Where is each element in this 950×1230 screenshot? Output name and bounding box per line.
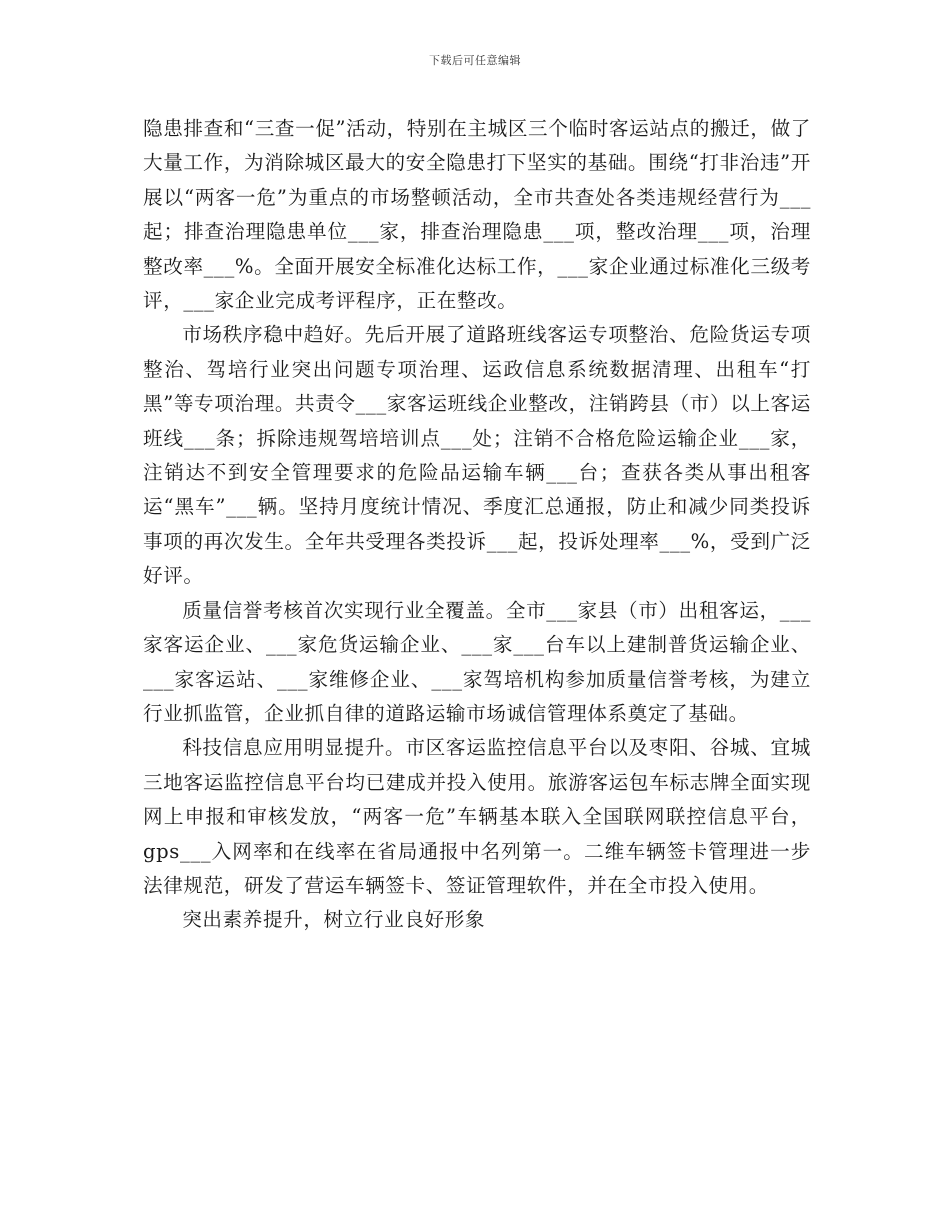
paragraph-section-heading: 突出素养提升，树立行业良好形象: [182, 908, 486, 932]
paragraph-safety-inspection: 隐患排查和“三查一促”活动，特别在主城区三个临时客运站点的搬迁，做了大量工作，为消除城区最大的安全隐患打下坚实的基础。围绕“打非治违”开展以“两客一危”为重点的市场整顿活动，全市共查处各类违规经营行为___起；排查治理隐患单位___家，排查治理隐患___项，整改治理___项，治理整改率___%。全面开展安全标准化达标工作，___家企业通过标准化三级考评，___家企业完成考评程序，正在整改。: [143, 117, 811, 313]
document-body: [143, 112, 811, 938]
page-header: 下载后可任意编辑: [429, 54, 521, 67]
paragraph-tech-info: 科技信息应用明显提升。市区客运监控信息平台以及枣阳、谷城、宜城三地客运监控信息平台均已建成并投入使用。旅游客运包车标志牌全面实现网上申报和审核发放，“两客一危”车辆基本联入全国联网联控信息平台，gps___入网率和在线率在省局通报中名列第一。二维车辆签卡管理进一步法律规范，研发了营运车辆签卡、签证管理软件，并在全市投入使用。: [143, 736, 811, 897]
paragraph-quality-credit: 质量信誉考核首次实现行业全覆盖。全市___家县（市）出租客运，___家客运企业、___家危货运输企业、___家___台车以上建制普货运输企业、___家客运站、___家维修企业、___家驾培机构参加质量信誉考核，为建立行业抓监管，企业抓自律的道路运输市场诚信管理体系奠定了基础。: [143, 598, 811, 725]
paragraph-market-order: 市场秩序稳中趋好。先后开展了道路班线客运专项整治、危险货运专项整治、驾培行业突出问题专项治理、运政信息系统数据清理、出租车“打黑”等专项治理。共责令___家客运班线企业整改，注销跨县（市）以上客运班线___条；拆除违规驾培培训点___处；注销不合格危险运输企业___家，注销达不到安全管理要求的危险品运输车辆___台；查获各类从事出租客运“黑车”___辆。坚持月度统计情况、季度汇总通报，防止和减少同类投诉事项的再次发生。全年共受理各类投诉___起，投诉处理率___%，受到广泛好评。: [143, 323, 811, 588]
